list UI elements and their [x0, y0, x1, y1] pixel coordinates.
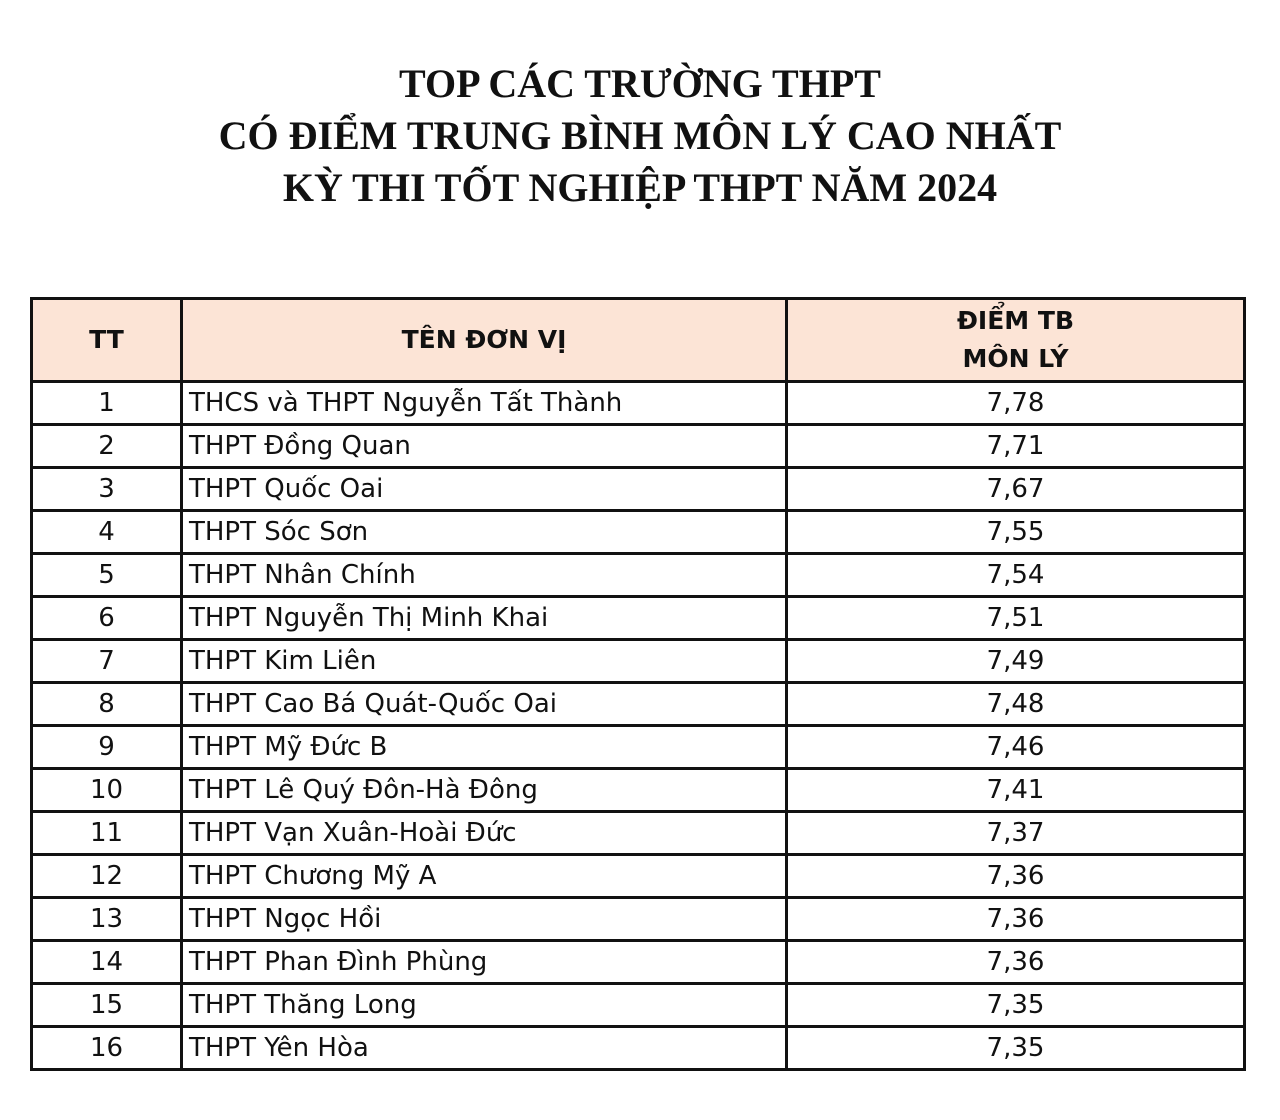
cell-tt: 8 — [32, 683, 182, 726]
header-row — [32, 299, 1245, 382]
table-row — [32, 425, 1245, 468]
cell-score: 7,48 — [787, 683, 1245, 726]
header-tt: TT — [32, 299, 182, 382]
ranking-table — [30, 297, 1246, 1071]
cell-score: 7,54 — [787, 554, 1245, 597]
cell-name: THPT Đồng Quan — [182, 425, 787, 468]
cell-tt: 4 — [32, 511, 182, 554]
table-row — [32, 726, 1245, 769]
cell-tt: 3 — [32, 468, 182, 511]
cell-name: THPT Sóc Sơn — [182, 511, 787, 554]
cell-score: 7,46 — [787, 726, 1245, 769]
table-row — [32, 1027, 1245, 1070]
cell-name: THPT Nguyễn Thị Minh Khai — [182, 597, 787, 640]
cell-score: 7,67 — [787, 468, 1245, 511]
cell-name: THPT Chương Mỹ A — [182, 855, 787, 898]
cell-tt: 7 — [32, 640, 182, 683]
cell-tt: 9 — [32, 726, 182, 769]
table-row — [32, 855, 1245, 898]
table-row — [32, 597, 1245, 640]
table-row — [32, 640, 1245, 683]
cell-tt: 1 — [32, 382, 182, 425]
cell-tt: 10 — [32, 769, 182, 812]
cell-name: THPT Nhân Chính — [182, 554, 787, 597]
title-line-2: CÓ ĐIỂM TRUNG BÌNH MÔN LÝ CAO NHẤT — [218, 113, 1062, 158]
cell-score: 7,78 — [787, 382, 1245, 425]
cell-tt: 16 — [32, 1027, 182, 1070]
cell-score: 7,35 — [787, 1027, 1245, 1070]
table-row — [32, 554, 1245, 597]
cell-score: 7,36 — [787, 941, 1245, 984]
cell-tt: 6 — [32, 597, 182, 640]
cell-tt: 15 — [32, 984, 182, 1027]
header-name: TÊN ĐƠN VỊ — [182, 299, 787, 382]
cell-name: THPT Quốc Oai — [182, 468, 787, 511]
cell-tt: 14 — [32, 941, 182, 984]
cell-score: 7,51 — [787, 597, 1245, 640]
table-row — [32, 468, 1245, 511]
cell-name: THCS và THPT Nguyễn Tất Thành — [182, 382, 787, 425]
table-header — [32, 299, 1245, 382]
document-title — [0, 58, 1280, 214]
cell-name: THPT Mỹ Đức B — [182, 726, 787, 769]
table-row — [32, 382, 1245, 425]
table-row — [32, 898, 1245, 941]
table-row — [32, 769, 1245, 812]
cell-name: THPT Lê Quý Đôn-Hà Đông — [182, 769, 787, 812]
cell-score: 7,36 — [787, 898, 1245, 941]
cell-score: 7,41 — [787, 769, 1245, 812]
table-row — [32, 511, 1245, 554]
cell-score: 7,35 — [787, 984, 1245, 1027]
header-score — [787, 299, 1245, 382]
cell-score: 7,37 — [787, 812, 1245, 855]
cell-score: 7,55 — [787, 511, 1245, 554]
cell-tt: 2 — [32, 425, 182, 468]
cell-tt: 13 — [32, 898, 182, 941]
title-line-3: KỲ THI TỐT NGHIỆP THPT NĂM 2024 — [282, 165, 998, 210]
cell-name: THPT Vạn Xuân-Hoài Đức — [182, 812, 787, 855]
cell-tt: 5 — [32, 554, 182, 597]
cell-name: THPT Yên Hòa — [182, 1027, 787, 1070]
cell-name: THPT Cao Bá Quát-Quốc Oai — [182, 683, 787, 726]
cell-name: THPT Kim Liên — [182, 640, 787, 683]
table-row — [32, 812, 1245, 855]
title-line-1: TOP CÁC TRƯỜNG THPT — [399, 61, 881, 106]
cell-tt: 11 — [32, 812, 182, 855]
cell-score: 7,49 — [787, 640, 1245, 683]
table-row — [32, 984, 1245, 1027]
cell-name: THPT Ngọc Hồi — [182, 898, 787, 941]
cell-score: 7,71 — [787, 425, 1245, 468]
table-row — [32, 683, 1245, 726]
cell-tt: 12 — [32, 855, 182, 898]
header-score-line-2: MÔN LÝ — [962, 344, 1069, 373]
cell-name: THPT Thăng Long — [182, 984, 787, 1027]
cell-name: THPT Phan Đình Phùng — [182, 941, 787, 984]
table-body — [32, 382, 1245, 1070]
cell-score: 7,36 — [787, 855, 1245, 898]
table-row — [32, 941, 1245, 984]
header-score-line-1: ĐIỂM TB — [956, 306, 1075, 335]
